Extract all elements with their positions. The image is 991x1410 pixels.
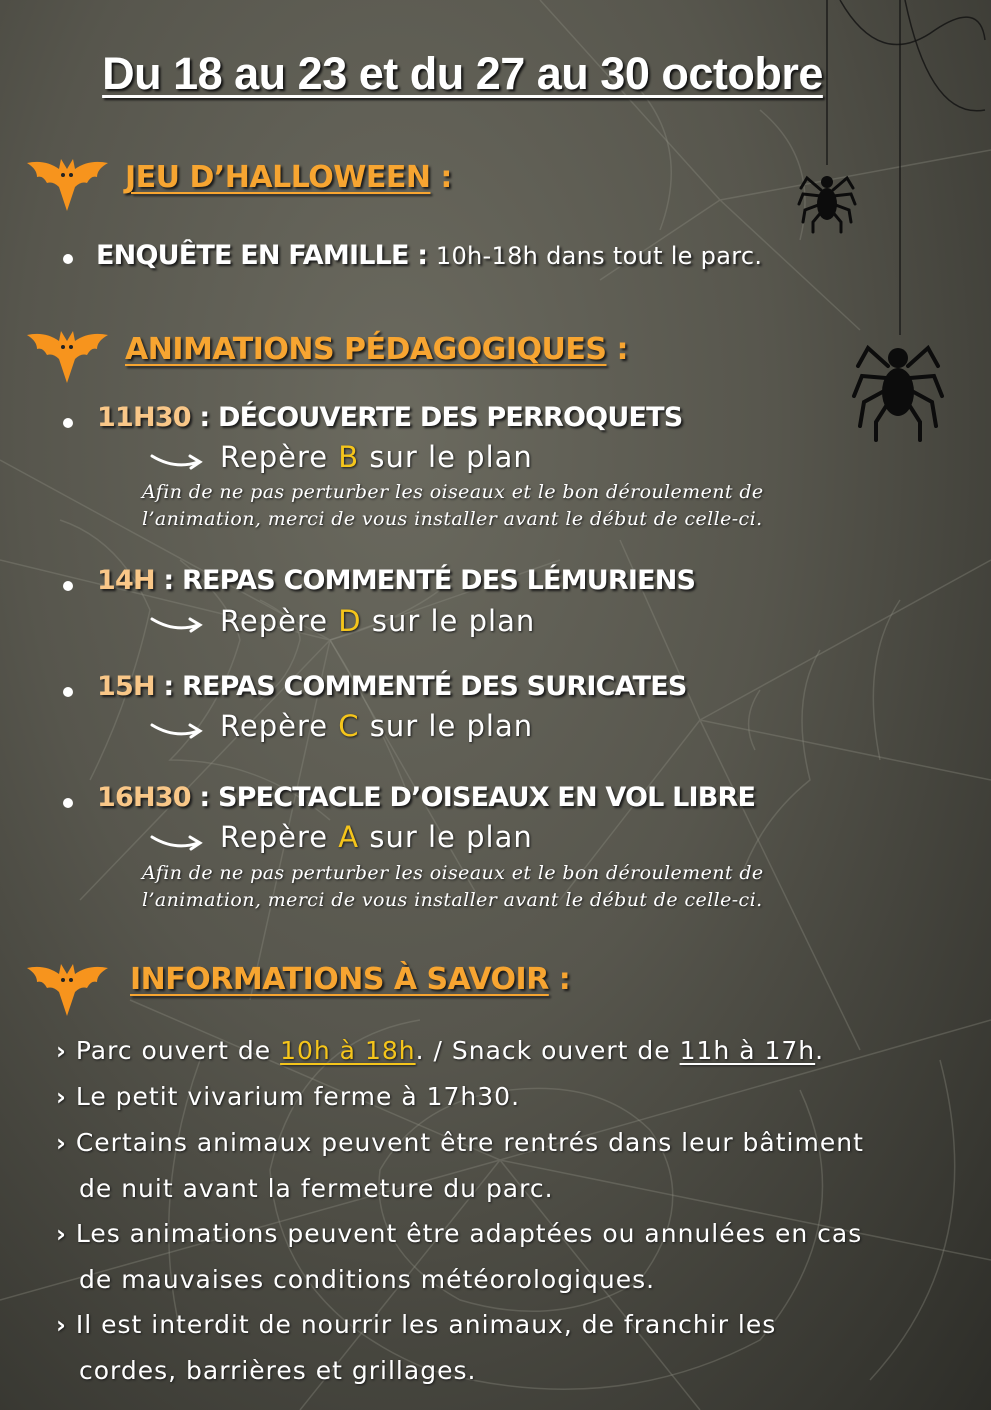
animation-item-title (97, 671, 687, 702)
item-label: REPAS COMMENTÉ DES SURICATES (182, 671, 687, 702)
chevron-right-icon: › (56, 1037, 67, 1065)
item-label: SPECTACLE D’OISEAUX EN VOL LIBRE (217, 782, 756, 813)
snack-hours: 11h à 17h (679, 1036, 816, 1065)
bullet (63, 581, 73, 591)
info-text: Parc ouvert de (75, 1036, 281, 1065)
repere-pre: Repère (220, 820, 329, 854)
map-marker-line (220, 709, 533, 743)
info-text: Le petit vivarium ferme à 17h30. (75, 1082, 521, 1111)
curved-arrow-icon (150, 613, 205, 635)
heading-colon: : (616, 332, 628, 367)
item-time: 14H (97, 565, 155, 596)
heading-colon: : (440, 160, 452, 195)
chevron-right-icon: › (56, 1129, 67, 1157)
item-sep: : (163, 671, 174, 702)
list-item (96, 240, 762, 271)
repere-pre: Repère (220, 604, 329, 638)
item-label: REPAS COMMENTÉ DES LÉMURIENS (182, 565, 696, 596)
animation-item-title (97, 782, 755, 813)
bullet (63, 687, 73, 697)
repere-pre: Repère (220, 709, 329, 743)
info-text: Il est interdit de nourrir les animaux, de franchir les (75, 1310, 777, 1339)
bat-icon (25, 960, 110, 1018)
chevron-right-icon: › (56, 1311, 67, 1339)
repere-post: sur le plan (369, 440, 533, 474)
bullet (63, 254, 73, 264)
bullet (63, 798, 73, 808)
map-marker-line (220, 440, 533, 474)
info-item (56, 1120, 971, 1166)
animation-item-title (97, 565, 695, 596)
bullet (63, 418, 73, 428)
bat-icon (25, 327, 110, 385)
item-sep: : (199, 782, 210, 813)
note-line: l’animation, merci de vous installer avant le début de celle-ci. (142, 508, 763, 530)
item-time: 16H30 (97, 782, 191, 813)
page-title: Du 18 au 23 et du 27 au 30 octobre (102, 48, 823, 99)
item-sep: : (163, 565, 174, 596)
info-item (56, 1211, 971, 1257)
map-marker-line (220, 604, 535, 638)
info-item (56, 1302, 971, 1348)
map-letter: D (338, 604, 362, 638)
heading-text: INFORMATIONS À SAVOIR (130, 962, 549, 997)
section-heading-animations (125, 332, 628, 367)
section-heading-infos (130, 962, 570, 997)
item-label: ENQUÊTE EN FAMILLE : (96, 240, 428, 271)
info-item-continued: cordes, barrières et grillages. (79, 1356, 477, 1385)
info-item (56, 1028, 971, 1074)
dangling-thread (840, 0, 985, 45)
section-heading-jeu (125, 160, 452, 195)
map-letter: B (338, 440, 360, 474)
info-item-continued: de mauvaises conditions météorologiques. (79, 1265, 656, 1294)
curved-arrow-icon (150, 831, 205, 853)
note-line: Afin de ne pas perturber les oiseaux et le bon déroulement de (142, 862, 764, 884)
item-sep: : (199, 402, 210, 433)
chevron-right-icon: › (56, 1220, 67, 1248)
info-text: Les animations peuvent être adaptées ou annulées en cas (75, 1219, 863, 1248)
info-text: . / Snack ouvert de (415, 1036, 680, 1065)
info-text: . (815, 1036, 825, 1065)
map-letter: C (338, 709, 360, 743)
repere-post: sur le plan (369, 820, 533, 854)
heading-text: JEU D’HALLOWEEN (125, 160, 431, 195)
note (142, 860, 764, 914)
info-text: Certains animaux peuvent être rentrés dans leur bâtiment (75, 1128, 864, 1157)
item-time: 15H (97, 671, 155, 702)
animation-item-title (97, 402, 682, 433)
spider-icon (850, 326, 946, 442)
item-label: DÉCOUVERTE DES PERROQUETS (217, 402, 683, 433)
map-letter: A (338, 820, 360, 854)
repere-pre: Repère (220, 440, 329, 474)
item-detail: 10h-18h dans tout le parc. (435, 242, 763, 270)
repere-post: sur le plan (371, 604, 536, 638)
park-hours: 10h à 18h (280, 1036, 416, 1065)
bat-icon (25, 155, 110, 213)
chevron-right-icon: › (56, 1083, 67, 1111)
note-line: l’animation, merci de vous installer avant le début de celle-ci. (142, 889, 763, 911)
spider-icon (797, 160, 857, 235)
curved-arrow-icon (150, 450, 205, 472)
curved-arrow-icon (150, 719, 205, 741)
map-marker-line (220, 820, 533, 854)
info-item (56, 1074, 971, 1120)
item-time: 11H30 (97, 402, 191, 433)
info-item-continued: de nuit avant la fermeture du parc. (79, 1174, 554, 1203)
heading-text: ANIMATIONS PÉDAGOGIQUES (125, 332, 607, 367)
repere-post: sur le plan (369, 709, 534, 743)
note-line: Afin de ne pas perturber les oiseaux et le bon déroulement de (142, 481, 764, 503)
heading-colon: : (558, 962, 571, 997)
info-list (56, 1028, 971, 1393)
note (142, 479, 764, 533)
